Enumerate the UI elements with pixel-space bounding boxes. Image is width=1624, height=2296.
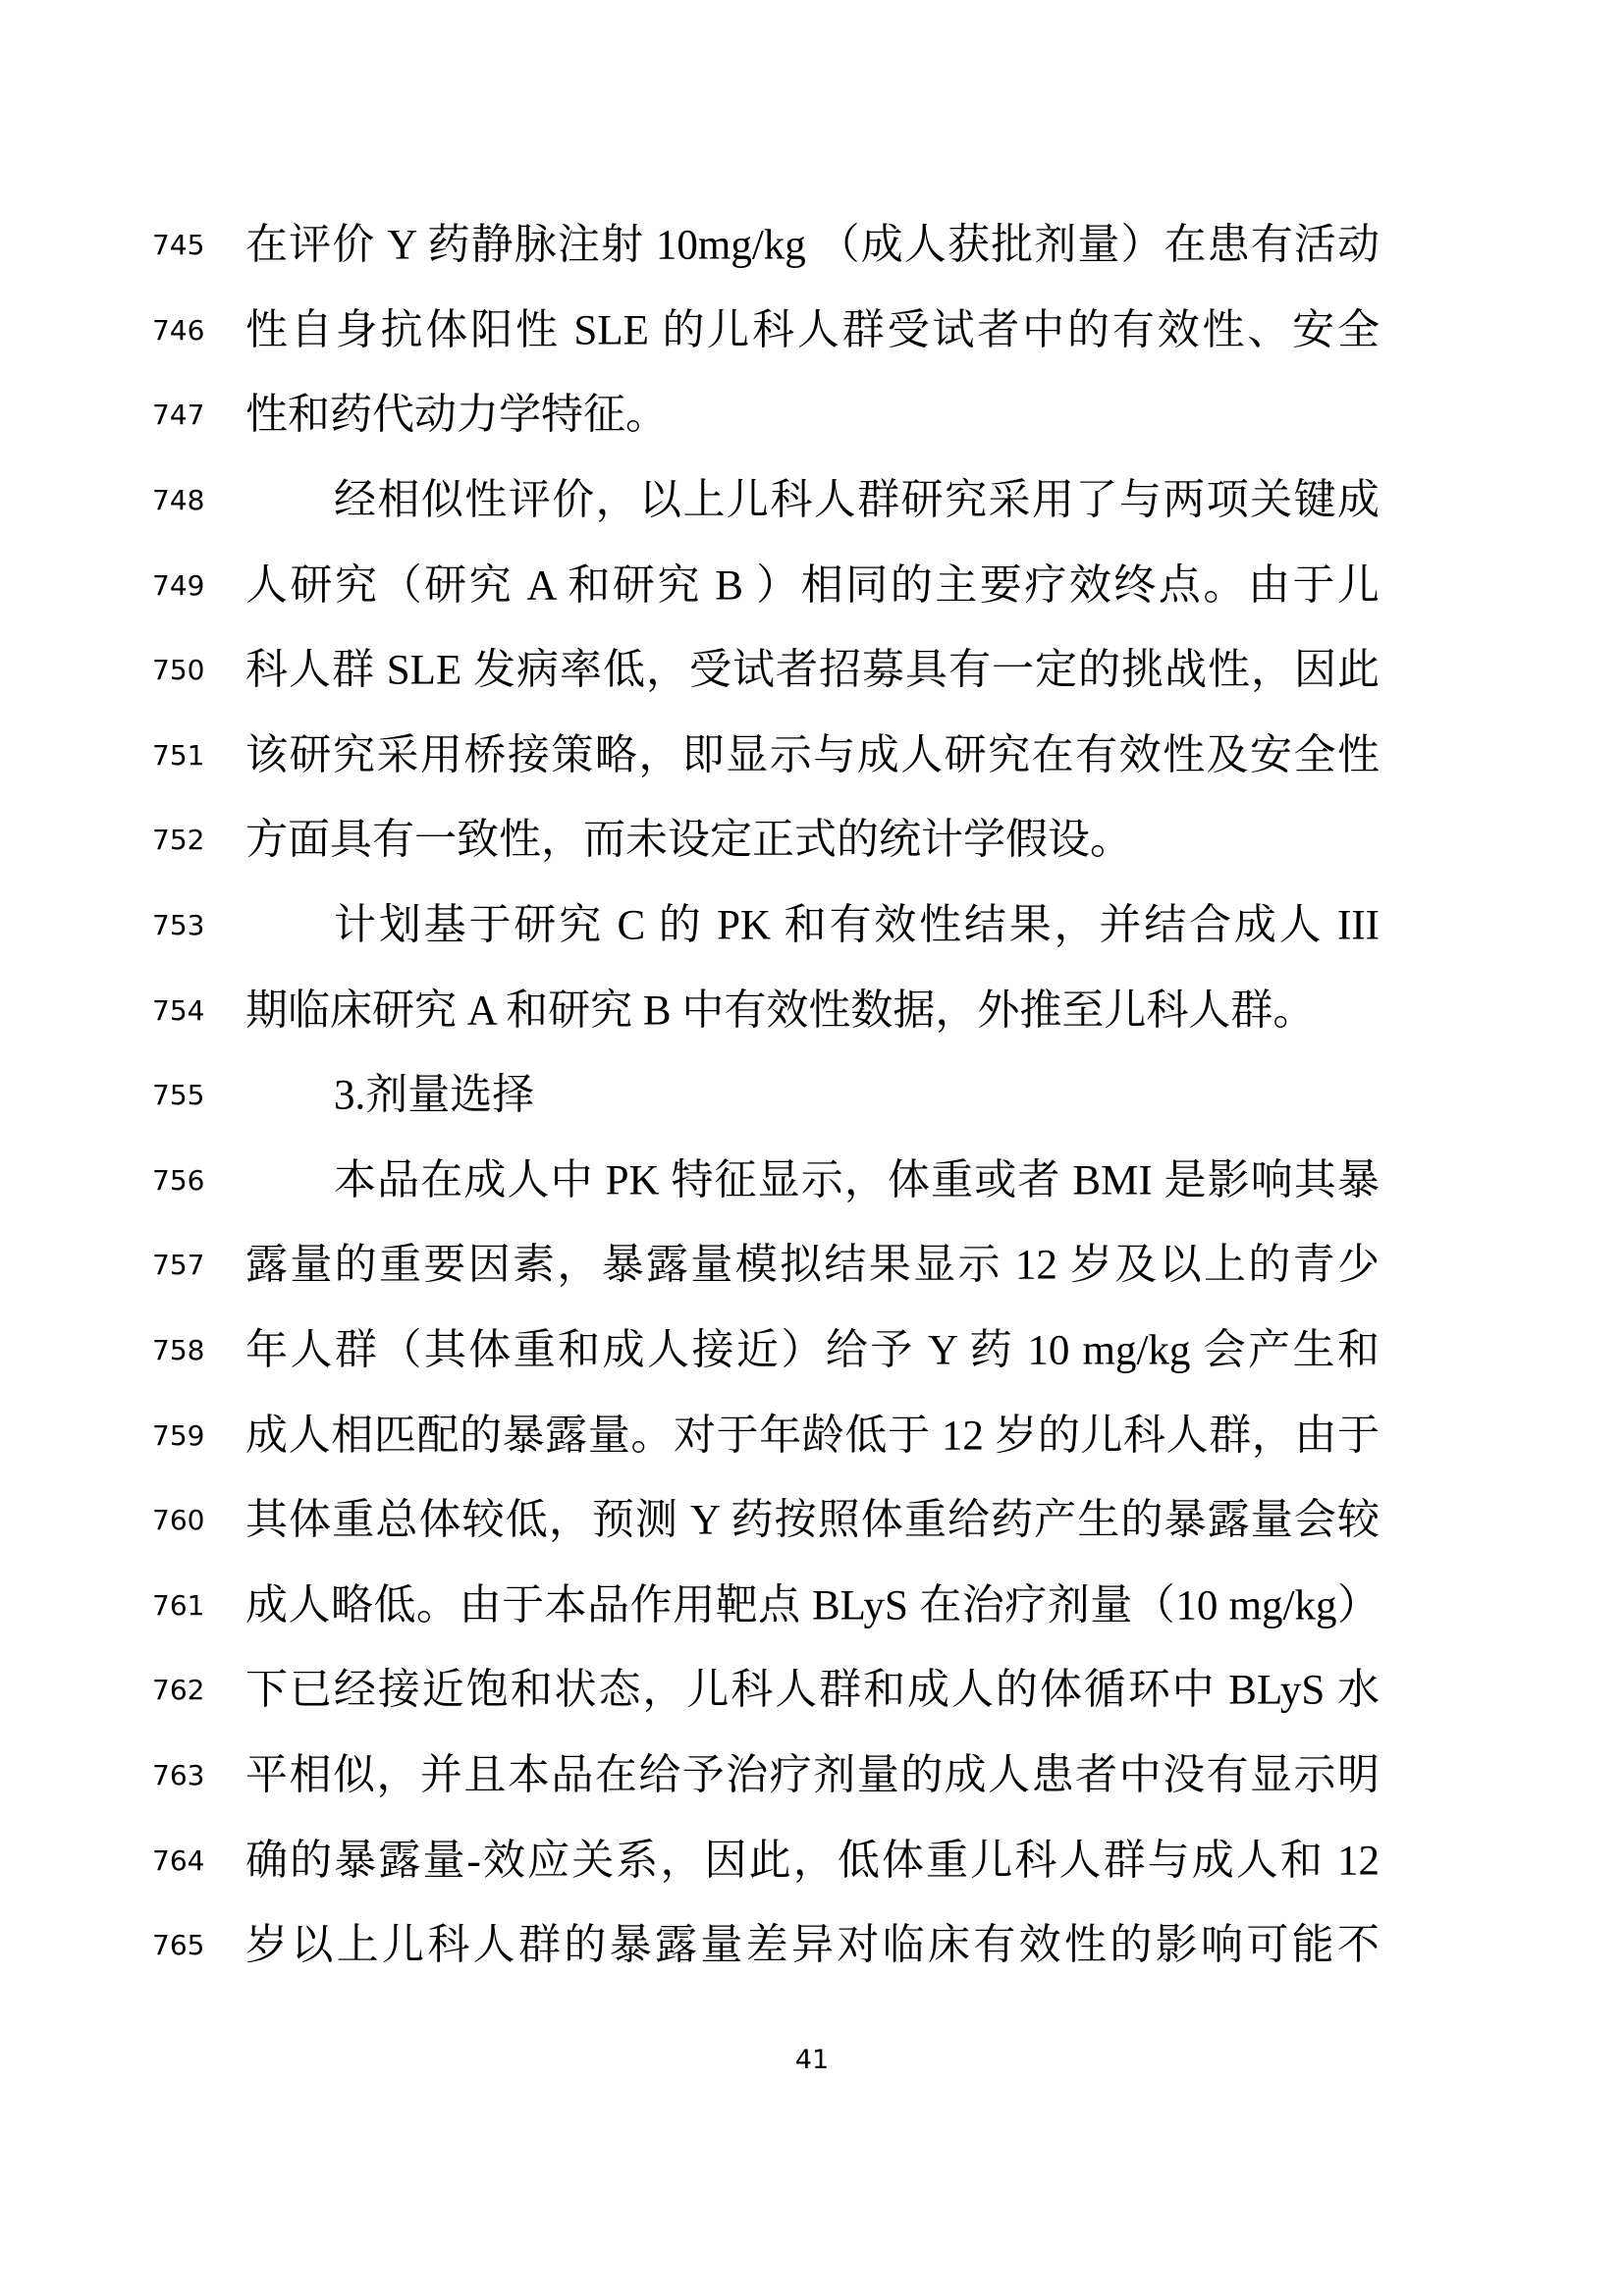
line-number: 747: [152, 399, 205, 432]
text-line: [0, 1564, 1624, 1649]
text-line: [0, 628, 1624, 714]
text-line: [0, 1223, 1624, 1308]
text-line: [0, 1139, 1624, 1224]
line-text: 方面具有一致性，而未设定正式的统计学假设。: [245, 817, 1132, 864]
line-text: 科人群 SLE 发病率低，受试者招募具有一定的挑战性，因此: [245, 647, 1380, 694]
line-number: 749: [152, 568, 205, 602]
line-number: 765: [152, 1929, 205, 1962]
line-number: 757: [152, 1249, 205, 1282]
line-number: 751: [152, 738, 205, 772]
text-line: [0, 1308, 1624, 1394]
line-number: 755: [152, 1079, 205, 1112]
line-number: 763: [152, 1758, 205, 1791]
line-text: 在评价 Y 药静脉注射 10mg/kg （成人获批剂量）在患有活动: [245, 222, 1380, 269]
text-line: [0, 714, 1624, 799]
line-text: 成人相匹配的暴露量。对于年龄低于 12 岁的儿科人群，由于: [245, 1412, 1380, 1459]
line-number: 761: [152, 1588, 205, 1622]
text-line: [0, 1648, 1624, 1734]
line-number: 759: [152, 1418, 205, 1452]
line-number: 754: [152, 993, 205, 1027]
text-line: [0, 543, 1624, 628]
line-number: 758: [152, 1334, 205, 1367]
line-text: 性和药代动力学特征。: [245, 392, 668, 439]
line-text: 3.剂量选择: [334, 1072, 535, 1119]
text-line: [0, 1734, 1624, 1819]
line-text: 计划基于研究 C 的 PK 和有效性结果，并结合成人 III: [334, 902, 1380, 949]
line-number: 752: [152, 824, 205, 857]
text-line: [0, 203, 1624, 289]
line-text: 经相似性评价，以上儿科人群研究采用了与两项关键成: [334, 477, 1380, 524]
text-line: [0, 1818, 1624, 1903]
page-number: 41: [794, 2045, 830, 2075]
text-line: [0, 1478, 1624, 1564]
line-number: 762: [152, 1674, 205, 1707]
line-text: 下已经接近饱和状态，儿科人群和成人的体循环中 BLyS 水: [245, 1667, 1380, 1714]
text-line: [0, 1053, 1624, 1139]
line-text: 确的暴露量-效应关系，因此，低体重儿科人群与成人和 12: [245, 1837, 1380, 1884]
text-line: [0, 968, 1624, 1053]
text-block: [0, 203, 1624, 1988]
text-line: [0, 289, 1624, 374]
line-number: 760: [152, 1504, 205, 1537]
line-number: 748: [152, 484, 205, 517]
line-number: 764: [152, 1843, 205, 1877]
line-number: 756: [152, 1163, 205, 1197]
text-line: [0, 1903, 1624, 1989]
line-text: 性自身抗体阳性 SLE 的儿科人群受试者中的有效性、安全: [245, 307, 1380, 354]
line-number: 745: [152, 229, 205, 262]
line-text: 该研究采用桥接策略，即显示与成人研究在有效性及安全性: [245, 732, 1380, 779]
line-text: 露量的重要因素，暴露量模拟结果显示 12 岁及以上的青少: [245, 1242, 1380, 1289]
text-line: [0, 373, 1624, 458]
line-text: 期临床研究 A 和研究 B 中有效性数据，外推至儿科人群。: [245, 987, 1316, 1034]
line-text: 年人群（其体重和成人接近）给予 Y 药 10 mg/kg 会产生和: [245, 1327, 1380, 1374]
text-line: [0, 883, 1624, 969]
line-text: 平相似，并且本品在给予治疗剂量的成人患者中没有显示明: [245, 1752, 1380, 1799]
line-text: 人研究（研究 A 和研究 B ）相同的主要疗效终点。由于儿: [245, 561, 1380, 609]
text-line: [0, 798, 1624, 883]
line-text: 成人略低。由于本品作用靶点 BLyS 在治疗剂量（10 mg/kg）: [245, 1582, 1380, 1629]
line-number: 750: [152, 654, 205, 687]
text-line: [0, 1393, 1624, 1478]
line-text: 本品在成人中 PK 特征显示，体重或者 BMI 是影响其暴: [334, 1157, 1380, 1204]
line-number: 753: [152, 909, 205, 942]
line-text: 其体重总体较低，预测 Y 药按照体重给药产生的暴露量会较: [245, 1497, 1380, 1544]
line-number: 746: [152, 313, 205, 347]
text-line: [0, 458, 1624, 544]
line-text: 岁以上儿科人群的暴露量差异对临床有效性的影响可能不: [245, 1922, 1380, 1969]
